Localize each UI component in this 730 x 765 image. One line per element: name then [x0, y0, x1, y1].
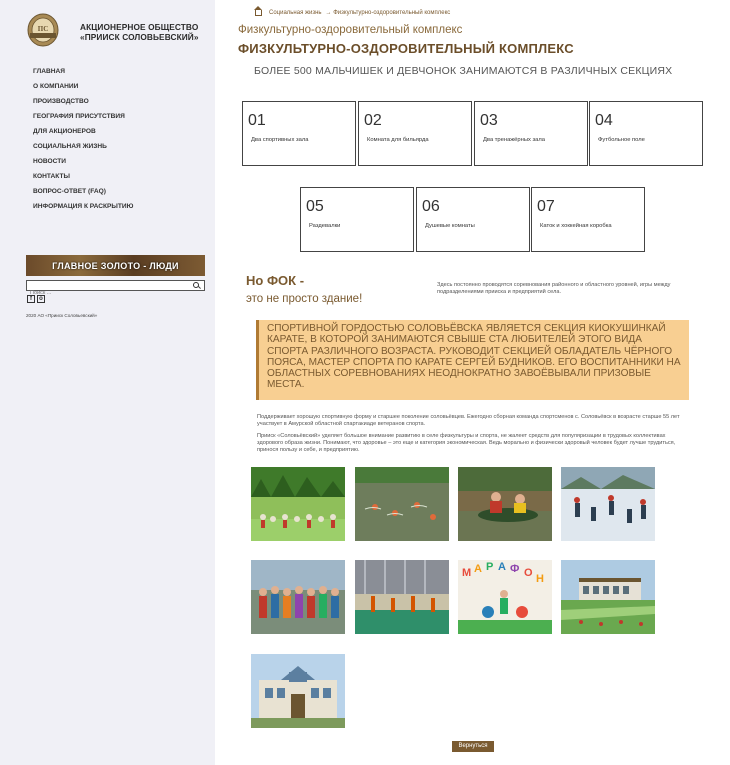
- feature-number: 05: [306, 198, 324, 215]
- company-logo[interactable]: [26, 11, 74, 49]
- nav-item-home[interactable]: ГЛАВНАЯ: [33, 68, 65, 75]
- nav-item-faq[interactable]: ВОПРОС-ОТВЕТ (FAQ): [33, 188, 106, 195]
- feature-label: Футбольное поле: [598, 137, 645, 143]
- gallery-photo-raft[interactable]: [458, 467, 552, 541]
- feature-label: Два тренажёрных зала: [483, 137, 545, 143]
- page-title: ФИЗКУЛЬТУРНО-ОЗДОРОВИТЕЛЬНЫЙ КОМПЛЕКС: [238, 41, 574, 56]
- feature-card-07[interactable]: [531, 187, 645, 252]
- nav-item-production[interactable]: ПРОИЗВОДСТВО: [33, 98, 89, 105]
- feature-number: 04: [595, 112, 613, 129]
- nav-item-news[interactable]: НОВОСТИ: [33, 158, 66, 165]
- feature-number: 03: [480, 112, 498, 129]
- nav-item-about[interactable]: О КОМПАНИИ: [33, 83, 79, 90]
- feature-label: Комната для бильярда: [367, 137, 429, 143]
- instagram-icon[interactable]: o: [37, 295, 45, 303]
- nav-item-shareholders[interactable]: ДЛЯ АКЦИОНЕРОВ: [33, 128, 96, 135]
- nav-item-social-life[interactable]: СОЦИАЛЬНАЯ ЖИЗНЬ: [33, 143, 107, 150]
- gallery-photo-gym[interactable]: [355, 560, 449, 634]
- back-button[interactable]: Вернуться: [452, 741, 494, 752]
- feature-label: Душевые комнаты: [425, 223, 475, 229]
- main-nav: [33, 67, 133, 217]
- karate-quote: СПОРТИВНОЙ ГОРДОСТЬЮ СОЛОВЬЁВСКА ЯВЛЯЕТСЯ СЕКЦИЯ КИОКУШИНКАЙ КАРАТЕ, В КОТОРОЙ ЗАНИМАЮТСЯ СВЫШЕ СТА ЛЮБИТЕЛЕЙ ЭТОГО ВИДА СПОРТА РАЗЛИЧНОГО ВОЗРАСТА. РУКОВОДИТ СЕКЦИЕЙ ОБЛАДАТЕЛЬ ЧЁРНОГО ПОЯСА, МАСТЕР СПОРТА ПО КАРАТЕ СЕРГЕЙ БУДНИКОВ. ЕГО ВОСПИТАННИКИ НА ОБЛАСТНЫХ СОРЕВНОВАНИЯХ НЕОДНОКРАТНО ЗАВОЁВЫВАЛИ ПРИЗОВЫЕ МЕСТА.: [256, 320, 689, 400]
- fok-subtitle: это не просто здание!: [246, 293, 363, 305]
- gallery-photo-swimming[interactable]: [355, 467, 449, 541]
- feature-number: 07: [537, 198, 555, 215]
- gallery-photo-building-facade[interactable]: [251, 654, 345, 728]
- feature-label: Раздевалки: [309, 223, 341, 229]
- gallery-photo-complex-building[interactable]: [561, 560, 655, 634]
- feature-label: Каток и хоккейная коробка: [540, 223, 612, 229]
- feature-number: 01: [248, 112, 266, 129]
- feature-card-06[interactable]: [416, 187, 530, 252]
- page-subtitle: БОЛЕЕ 500 МАЛЬЧИШЕК И ДЕВЧОНОК ЗАНИМАЮТСЯ В РАЗЛИЧНЫХ СЕКЦИЯХ: [254, 65, 673, 77]
- gold-people-banner[interactable]: [26, 255, 205, 276]
- sidebar: [0, 0, 215, 765]
- gallery-photo-skiing[interactable]: [561, 467, 655, 541]
- svg-text:Н: Н: [536, 573, 544, 585]
- feature-number: 02: [364, 112, 382, 129]
- fok-title: Но ФОК -: [246, 273, 305, 288]
- nav-item-contacts[interactable]: КОНТАКТЫ: [33, 173, 70, 180]
- feature-card-03[interactable]: [474, 101, 588, 166]
- veterans-paragraph: Поддерживает хорошую спортивную форму и старшее поколение соловьёвцев. Ежегодно сборная команда спортсменов с. Соловьёвск в возрасте старше 55 лет участвует в Амурской областной спартакиаде ветеранов спорта.: [257, 414, 680, 427]
- feature-card-02[interactable]: [358, 101, 472, 166]
- search-input[interactable]: [27, 289, 187, 298]
- health-paragraph: Прииск «Соловьёвский» уделяет большое внимание развитию в селе физкультуры и спорта, не жалеет средств для популяризации в трудовых коллективах здорового образа жизни. Понимают, что здоровье – это еще и категория экономическая. Ведь морально и физически здоровый человек будет лучше трудиться, принося пользу и себе, и предприятию.: [257, 433, 676, 453]
- svg-text:О: О: [524, 567, 533, 579]
- gallery-photo-marathon[interactable]: [458, 560, 552, 634]
- social-links: [27, 295, 45, 303]
- feature-card-01[interactable]: [242, 101, 356, 166]
- copyright: 2020 АО «Прииск Соловьевский»: [26, 313, 98, 318]
- breadcrumb: [255, 10, 450, 16]
- svg-text:М: М: [462, 567, 472, 579]
- svg-text:ПС: ПС: [37, 25, 49, 33]
- page-sup-title: Физкультурно-оздоровительный комплекс: [238, 24, 463, 36]
- gallery-photo-camp[interactable]: [251, 467, 345, 541]
- svg-text:Р: Р: [486, 561, 494, 573]
- svg-text:А: А: [474, 563, 482, 575]
- fok-description: Здесь постоянно проводятся соревнования районного и областного уровней, игры между подразделениями прииска и предприятий села.: [437, 282, 671, 295]
- feature-card-05[interactable]: [300, 187, 414, 252]
- facebook-icon[interactable]: f: [27, 295, 35, 303]
- gallery-photo-group[interactable]: [251, 560, 345, 634]
- home-icon[interactable]: [255, 10, 262, 16]
- breadcrumb-current: → Физкультурно-оздоровительный комплекс: [325, 10, 451, 16]
- feature-label: Два спортивных зала: [251, 137, 309, 143]
- feature-card-04[interactable]: [589, 101, 703, 166]
- nav-item-geography[interactable]: ГЕОГРАФИЯ ПРИСУТСТВИЯ: [33, 113, 125, 120]
- company-name: АКЦИОНЕРНОЕ ОБЩЕСТВО «ПРИИСК СОЛОВЬЕВСКИЙ»: [80, 22, 199, 42]
- breadcrumb-social-life[interactable]: Социальная жизнь: [269, 10, 322, 16]
- svg-text:Ф: Ф: [510, 563, 520, 575]
- svg-text:А: А: [498, 561, 506, 573]
- feature-number: 06: [422, 198, 440, 215]
- search-icon[interactable]: [193, 282, 199, 288]
- banner-text: ГЛАВНОЕ ЗОЛОТО - ЛЮДИ: [52, 260, 179, 271]
- search-box: [26, 280, 205, 291]
- nav-item-disclosure[interactable]: ИНФОРМАЦИЯ К РАСКРЫТИЮ: [33, 203, 134, 210]
